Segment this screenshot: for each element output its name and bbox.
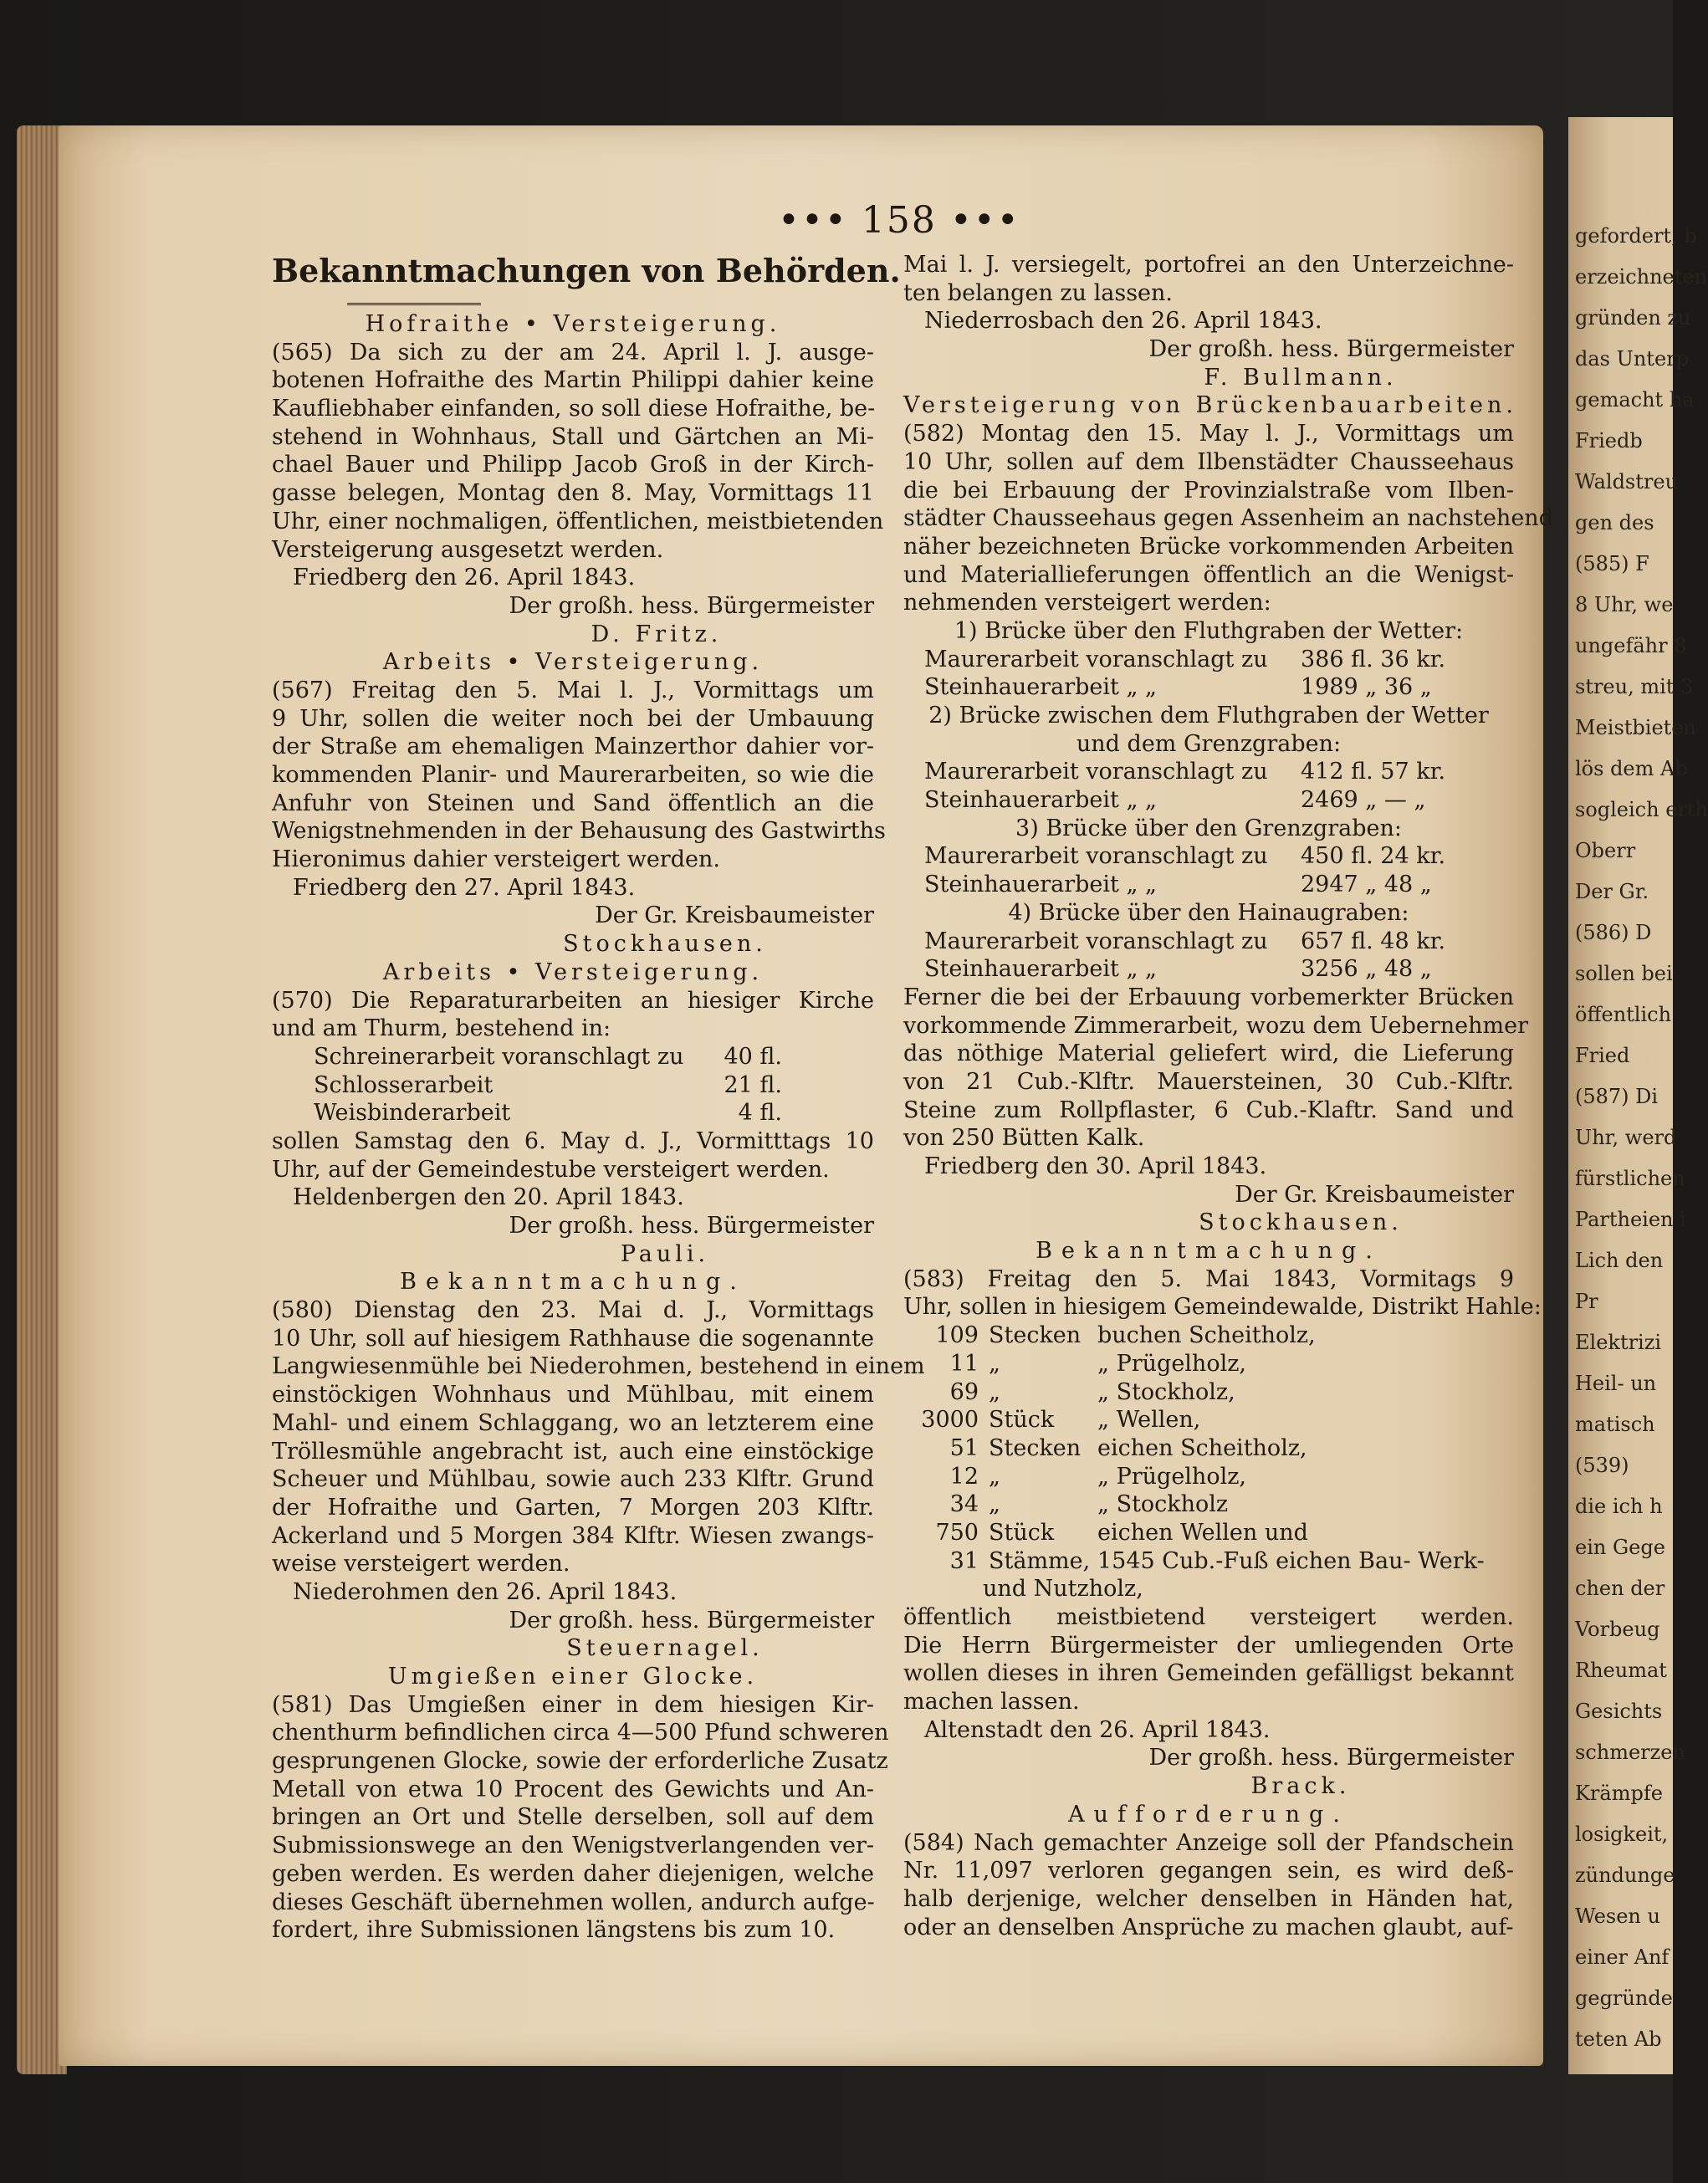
next-page-fragment-text: ungefähr 8 <box>1575 634 1687 657</box>
section-title: Bekanntmachungen von Behörden. <box>272 252 901 289</box>
bridge-cost-label: Steinhauerarbeit „ „ <box>924 956 1158 983</box>
cost-item-value: 4 fl. <box>738 1100 782 1127</box>
place-date-565: Friedberg den 26. April 1843. <box>293 565 636 591</box>
cost-item-label: Weisbinderarbeit <box>314 1100 511 1127</box>
text-line: 10 Uhr, soll auf hiesigem Rathhause die sogenannte <box>272 1325 874 1352</box>
wood-qty: 51 <box>949 1434 979 1461</box>
heading-567: Arbeits • Versteigerung. <box>382 649 764 676</box>
text-line: (567) Freitag den 5. Mai l. J., Vormittags um <box>272 677 874 703</box>
text-line: Die Herrn Bürgermeister der umliegenden Orte <box>903 1632 1514 1659</box>
text-line: näher bezeichneten Brücke vorkommenden Arbeiten <box>903 533 1514 560</box>
next-page-fragment-text: 8 Uhr, we <box>1575 593 1674 616</box>
lines-581-continued <box>903 251 1514 307</box>
next-page-fragment-text: losigkeit, <box>1575 1823 1669 1846</box>
wood-qty: 12 <box>949 1463 979 1490</box>
place-date-570: Heldenbergen den 20. April 1843. <box>293 1184 684 1211</box>
text-line: Ackerland und 5 Morgen 384 Klftr. Wiesen zwangs- <box>272 1522 874 1549</box>
text-line: Submissionswege an den Wenigstverlangenden ver- <box>272 1833 874 1859</box>
place-date-580: Niederohmen den 26. April 1843. <box>293 1578 678 1605</box>
wood-desc: „ Prügelholz, <box>1097 1463 1247 1490</box>
text-line: Uhr, auf der Gemeindestube versteigert werden. <box>272 1156 830 1183</box>
bridge-cost-row <box>903 758 1514 786</box>
next-page-fragment-text: Waldstreu <box>1575 470 1679 493</box>
bridge-cost-row <box>903 646 1514 674</box>
next-page-fragment-text: (539) <box>1575 1454 1629 1477</box>
next-page-fragment-text: Der Gr. <box>1575 880 1649 903</box>
next-page-fragment-text: teten Ab <box>1575 2027 1662 2051</box>
next-page-fragment-text: Meistbieten <box>1575 716 1696 739</box>
wood-unit: Stämme, <box>989 1547 1091 1574</box>
next-page-fragment-text: Fried <box>1575 1044 1630 1067</box>
bridge-cost-value: 412 fl. 57 kr. <box>1301 759 1446 785</box>
signature-title-565: Der großh. hess. Bürgermeister <box>509 592 874 619</box>
next-page-fragment-text: Vorbeug <box>1575 1618 1660 1641</box>
next-page-fragment-text: das Unterp <box>1575 347 1689 371</box>
place-date-582: Friedberg den 30. April 1843. <box>924 1153 1267 1179</box>
next-page-fragment-text: Uhr, werd <box>1575 1126 1677 1149</box>
next-page-fragment-text: Oberr <box>1575 839 1636 862</box>
heading-582: Versteigerung von Brückenbauarbeiten. <box>903 392 1517 419</box>
lines-570 <box>272 987 874 1043</box>
wood-row <box>903 1519 1514 1547</box>
text-line: chael Bauer und Philipp Jacob Groß in der Kirch- <box>272 452 874 478</box>
wood-desc: 1545 Cub.-Fuß eichen Bau- Werk- <box>1097 1547 1485 1574</box>
heading-565: Hofraithe • Versteigerung. <box>365 311 781 337</box>
wood-row <box>903 1322 1514 1350</box>
cost-item-label: Schreinerarbeit voranschlagt zu <box>314 1043 684 1070</box>
left-column <box>272 251 925 1945</box>
heading-584: Aufforderung. <box>1068 1801 1349 1828</box>
wood-desc: eichen Scheitholz, <box>1097 1434 1307 1461</box>
bridge-cost-row <box>903 928 1514 956</box>
text-line: die bei Erbauung der Provinzialstraße vom Ilben- <box>903 477 1514 504</box>
text-line: und am Thurm, bestehend in: <box>272 1015 611 1042</box>
cost-item-row <box>272 1043 874 1071</box>
signature-name-565: D. Fritz. <box>591 621 723 647</box>
text-line: botenen Hofraithe des Martin Philippi dahier keine <box>272 367 874 394</box>
text-line: Langwiesenmühle bei Niederohmen, bestehend in einem <box>272 1353 925 1380</box>
next-page-fragment-text: streu, mit 3 <box>1575 675 1694 698</box>
wood-unit: Stück <box>989 1519 1055 1546</box>
ornament-left: ••• <box>778 199 848 242</box>
text-line: (580) Dienstag den 23. Mai d. J., Vormittags <box>272 1297 874 1324</box>
bridge-cost-label: Maurerarbeit voranschlagt zu <box>924 646 1268 672</box>
wood-row <box>903 1547 1514 1576</box>
text-line: der Straße am ehemaligen Mainzerthor dahier vor- <box>272 734 874 760</box>
next-page-fragment-text: schmerzen <box>1575 1741 1685 1764</box>
bridge-cost-value: 3256 „ 48 „ <box>1301 956 1432 983</box>
text-line: Mai l. J. versiegelt, portofrei an den Unterzeichne- <box>903 252 1514 278</box>
signature-title-570: Der großh. hess. Bürgermeister <box>509 1213 874 1239</box>
text-line: einstöckigen Wohnhaus und Mühlbau, mit einem <box>272 1382 874 1408</box>
wood-desc: „ Stockholz <box>1097 1491 1229 1518</box>
bridge-cost-row <box>903 673 1514 702</box>
wood-unit: „ <box>989 1463 1000 1490</box>
next-page-fragment-text: (585) F <box>1575 552 1649 575</box>
wood-qty: 109 <box>935 1322 979 1349</box>
bridge-cost-value: 386 fl. 36 kr. <box>1301 646 1446 672</box>
next-page-fragment-text: Rheumat <box>1575 1659 1667 1682</box>
bridge-cost-value: 657 fl. 48 kr. <box>1301 928 1446 954</box>
text-line: bringen an Ort und Stelle derselben, soll auf dem <box>272 1804 874 1831</box>
wood-row <box>903 1490 1514 1519</box>
text-line: (584) Nach gemachter Anzeige soll der Pfandschein <box>903 1829 1514 1856</box>
lines2-583 <box>903 1603 1514 1716</box>
wood-desc: „ Stockholz, <box>1097 1378 1235 1405</box>
signature-title-583: Der großh. hess. Bürgermeister <box>1148 1745 1514 1771</box>
text-line: machen lassen. <box>903 1689 1080 1715</box>
lines-583 <box>903 1265 1542 1322</box>
next-page-fragment-text: die ich h <box>1575 1495 1663 1518</box>
text-line: Tröllesmühle angebracht ist, auch eine einstöckige <box>272 1438 874 1465</box>
signature-title-581: Der großh. hess. Bürgermeister <box>1148 336 1514 363</box>
text-line: 10 Uhr, sollen auf dem Ilbenstädter Chausseehaus <box>903 448 1514 475</box>
next-page-fragment-text: gefordert, b <box>1575 224 1697 248</box>
text-line: von 21 Cub.-Klftr. Mauersteinen, 30 Cub.-Klftr. <box>903 1068 1514 1095</box>
text-line: sollen Samstag den 6. May d. J., Vormitttags 10 <box>272 1127 874 1154</box>
wood-qty: 3000 <box>921 1407 979 1434</box>
text-line: wollen dieses in ihren Gemeinden gefälligst bekannt <box>903 1660 1514 1687</box>
next-page-fragment-text: chen der <box>1575 1577 1665 1600</box>
wood-desc: eichen Wellen und <box>1097 1519 1308 1546</box>
text-line: weise versteigert werden. <box>272 1551 570 1577</box>
text-line: Nr. 11,097 verloren gegangen sein, es wird deß- <box>903 1858 1514 1884</box>
next-page-fragment-text: Heil- un <box>1575 1372 1657 1395</box>
text-line: 9 Uhr, sollen die weiter noch bei der Umbauung <box>272 705 874 732</box>
text-line: gasse belegen, Montag den 8. May, Vormittags 11 <box>272 480 874 507</box>
wood-qty: 31 <box>949 1547 979 1574</box>
text-line: fordert, ihre Submissionen längstens bis zum 10. <box>272 1917 836 1944</box>
text-line: Hieronimus dahier versteigert werden. <box>272 846 720 873</box>
text-line: öffentlich meistbietend versteigert werden. <box>903 1604 1514 1630</box>
page-number <box>778 199 1020 242</box>
page-number-value: 158 <box>861 199 937 242</box>
heading-581: Umgießen einer Glocke. <box>387 1664 759 1690</box>
lines2-582 <box>903 984 1529 1153</box>
bridge-cost-value: 1989 „ 36 „ <box>1301 674 1432 701</box>
wood-desc: „ Prügelholz, <box>1097 1350 1247 1377</box>
text-line: gesprungenen Glocke, sowie der erforderliche Zusatz <box>272 1748 888 1775</box>
bridge-cost-row <box>903 786 1514 815</box>
items-570 <box>272 1043 874 1127</box>
wood-qty: 750 <box>935 1519 979 1546</box>
cost-item-label: Schlosserarbeit <box>314 1071 493 1098</box>
next-page-fragment-text: gründen zu <box>1575 306 1691 330</box>
signature-title-582: Der Gr. Kreisbaumeister <box>1235 1181 1514 1208</box>
text-line: chenthurm befindlichen circa 4—500 Pfund schweren <box>272 1720 889 1746</box>
wood-unit: Stecken <box>989 1434 1082 1461</box>
wood-unit: „ <box>989 1378 1000 1405</box>
text-line: oder an denselben Ansprüche zu machen glaubt, auf- <box>903 1914 1514 1940</box>
wood-cont-583: und Nutzholz, <box>983 1576 1143 1603</box>
place-date-567: Friedberg den 27. April 1843. <box>293 874 636 901</box>
next-page-fragment-text: zündunge <box>1575 1863 1675 1887</box>
wood-row <box>903 1350 1514 1378</box>
next-page-fragment-text: (586) D <box>1575 921 1652 944</box>
next-page-fragment <box>1568 117 1708 2074</box>
wood-qty: 34 <box>949 1491 979 1518</box>
text-line: Wenigstnehmenden in der Behausung des Gastwirths <box>272 818 886 845</box>
next-page-fragment-text: Krämpfe <box>1575 1782 1663 1805</box>
signature-name-570: Pauli. <box>620 1240 710 1267</box>
text-line: Anfuhr von Steinen und Sand öffentlich an die <box>272 790 874 816</box>
wood-unit: Stecken <box>989 1322 1082 1349</box>
text-line: von 250 Bütten Kalk. <box>903 1125 1145 1152</box>
lines-584 <box>903 1829 1514 1942</box>
next-page-fragment-text: Pr <box>1575 1290 1598 1313</box>
bridges-582 <box>903 617 1514 984</box>
text-line: Steine zum Rollpflaster, 6 Cub.-Klaftr. Sand und <box>903 1097 1514 1123</box>
text-line: ten belangen zu lassen. <box>903 279 1174 306</box>
signature-title-567: Der Gr. Kreisbaumeister <box>595 902 874 929</box>
text-line: Metall von etwa 10 Procent des Gewichts und An- <box>272 1776 874 1802</box>
bridge-cost-label: Maurerarbeit voranschlagt zu <box>924 928 1268 954</box>
signature-name-580: Steuernagel. <box>566 1635 764 1662</box>
wood-row <box>903 1434 1514 1463</box>
bridge-cost-value: 2947 „ 48 „ <box>1301 872 1432 898</box>
lines-581 <box>272 1691 889 1945</box>
cost-item-row <box>272 1071 874 1100</box>
text-line: Uhr, einer nochmaligen, öffentlichen, meistbietenden <box>272 508 884 534</box>
next-page-fragment-text: matisch <box>1575 1413 1655 1436</box>
heading-583: Bekanntmachung. <box>1036 1238 1382 1265</box>
lines2-570 <box>272 1127 874 1184</box>
bridge-title: 4) Brücke über den Hainaugraben: <box>1008 899 1409 926</box>
text-line: Uhr, sollen in hiesigem Gemeindewalde, Distrikt Hahle: <box>903 1294 1542 1321</box>
next-page-fragment-text: Wesen u <box>1575 1904 1660 1928</box>
text-line: und Materiallieferungen öffentlich an die Wenigst- <box>903 561 1514 588</box>
cost-item-value: 21 fl. <box>724 1071 782 1098</box>
next-page-fragment-text: fürstlichen <box>1575 1167 1685 1190</box>
signature-name-582: Stockhausen. <box>1199 1209 1403 1236</box>
wood-unit: „ <box>989 1350 1000 1377</box>
wood-qty: 11 <box>949 1350 979 1377</box>
wood-unit: „ <box>989 1491 1000 1518</box>
signature-title-580: Der großh. hess. Bürgermeister <box>509 1607 874 1633</box>
text-line: Scheuer und Mühlbau, sowie auch 233 Klftr. Grund <box>272 1466 874 1493</box>
next-page-fragment-text: Partheien i <box>1575 1208 1686 1231</box>
text-line: nehmenden versteigert werden: <box>903 590 1271 616</box>
next-page-fragment-text: einer Anf <box>1575 1945 1670 1969</box>
lines-580 <box>272 1296 925 1578</box>
wood-list-583 <box>903 1322 1514 1575</box>
bridge-cost-label: Steinhauerarbeit „ „ <box>924 872 1158 898</box>
bridge-cost-label: Maurerarbeit voranschlagt zu <box>924 843 1268 870</box>
bridge-cost-value: 2469 „ — „ <box>1301 787 1426 814</box>
heading-580: Bekanntmachung. <box>400 1269 746 1296</box>
bridge-cost-row <box>903 871 1514 899</box>
signature-name-567: Stockhausen. <box>563 931 767 958</box>
signature-name-581: F. Bullmann. <box>1204 364 1398 391</box>
text-line: stehend in Wohnhaus, Stall und Gärtchen an Mi- <box>272 423 874 450</box>
cost-item-row <box>272 1099 874 1127</box>
next-page-fragment-text: ein Gege <box>1575 1536 1665 1559</box>
next-page-fragment-text: gegründe <box>1575 1986 1673 2010</box>
text-line: das nöthige Material geliefert wird, die Lieferung <box>903 1040 1514 1067</box>
heading-570: Arbeits • Versteigerung. <box>382 959 764 985</box>
text-line: dieses Geschäft übernehmen wollen, andurch aufge- <box>272 1889 875 1915</box>
bridge-title: 3) Brücke über den Grenzgraben: <box>1015 815 1402 841</box>
bridge-cost-label: Steinhauerarbeit „ „ <box>924 787 1158 814</box>
wood-desc: „ Wellen, <box>1097 1407 1201 1434</box>
text-line: städter Chausseehaus gegen Assenheim an nachstehend <box>903 505 1553 532</box>
bridge-title: 2) Brücke zwischen dem Fluthgraben der Wetter <box>928 703 1489 729</box>
next-page-fragment-text: sogleich erth <box>1575 798 1708 821</box>
text-line: Mahl- und einem Schlaggang, wo an letzterem eine <box>272 1409 874 1436</box>
text-line: vorkommende Zimmerarbeit, wozu dem Uebernehmer <box>903 1012 1529 1039</box>
text-line: kommenden Planir- und Maurerarbeiten, so wie die <box>272 762 874 788</box>
text-line: (582) Montag den 15. May l. J., Vormittags um <box>903 421 1514 447</box>
lines-565 <box>272 339 884 565</box>
bridge-cost-label: Steinhauerarbeit „ „ <box>924 674 1158 701</box>
bridge-cost-row <box>903 955 1514 984</box>
lines-567 <box>272 677 886 874</box>
text-line: Kaufliebhaber einfanden, so soll diese Hofraithe, be- <box>272 396 876 422</box>
wood-unit: Stück <box>989 1407 1055 1434</box>
text-line: (565) Da sich zu der am 24. April l. J. ausge- <box>272 339 874 366</box>
wood-qty: 69 <box>949 1378 979 1405</box>
wood-row <box>903 1406 1514 1434</box>
next-page-fragment-text: gemacht ha <box>1575 388 1695 412</box>
next-page-fragment-text: sollen bei <box>1575 962 1673 985</box>
text-line: Ferner die bei der Erbauung vorbemerkter Brücken <box>903 984 1514 1010</box>
bridge-cost-label: Maurerarbeit voranschlagt zu <box>924 759 1268 785</box>
bridge-title: 1) Brücke über den Fluthgraben der Wetter: <box>954 617 1464 644</box>
next-page-fragment-text: (587) Di <box>1575 1085 1659 1108</box>
next-page-fragment-text: gen des <box>1575 511 1654 534</box>
text-line: (581) Das Umgießen einer in dem hiesigen Kir- <box>272 1691 874 1718</box>
next-page-fragment-text: erzeichneten <box>1575 265 1708 289</box>
next-page-fragment-text: lös dem Ab <box>1575 757 1688 780</box>
text-line: der Hofraithe und Garten, 7 Morgen 203 Klftr. <box>272 1494 874 1521</box>
right-column <box>903 251 1553 1941</box>
signature-name-583: Brack. <box>1250 1773 1351 1800</box>
ornament-right: ••• <box>949 199 1020 242</box>
next-page-fragment-text: Lich den <box>1575 1249 1664 1272</box>
place-date-581: Niederrosbach den 26. April 1843. <box>924 308 1322 335</box>
title-ornament-rule <box>347 291 481 305</box>
text-line: halb derjenige, welcher denselben in Händen hat, <box>903 1885 1514 1912</box>
next-page-fragment-text: Elektrizi <box>1575 1331 1662 1354</box>
wood-row <box>903 1378 1514 1407</box>
bridge-title-cont: und dem Grenzgraben: <box>1076 730 1342 757</box>
text-line: Versteigerung ausgesetzt werden. <box>272 536 664 563</box>
text-line: (570) Die Reparaturarbeiten an hiesiger Kirche <box>272 987 874 1014</box>
wood-row <box>903 1463 1514 1491</box>
next-page-fragment-text: öffentlich <box>1575 1003 1672 1026</box>
text-line: (583) Freitag den 5. Mai 1843, Vormitags 9 <box>903 1265 1514 1292</box>
lines-582 <box>903 420 1553 617</box>
wood-desc: buchen Scheitholz, <box>1097 1322 1316 1349</box>
cost-item-value: 40 fl. <box>724 1043 782 1070</box>
place-date-583: Altenstadt den 26. April 1843. <box>924 1716 1271 1743</box>
next-page-fragment-text: Gesichts <box>1575 1700 1663 1723</box>
bridge-cost-row <box>903 842 1514 871</box>
next-page-fragment-text: Friedb <box>1575 429 1643 452</box>
bridge-cost-value: 450 fl. 24 kr. <box>1301 843 1446 870</box>
text-line: geben werden. Es werden daher diejenigen, welche <box>272 1860 874 1887</box>
